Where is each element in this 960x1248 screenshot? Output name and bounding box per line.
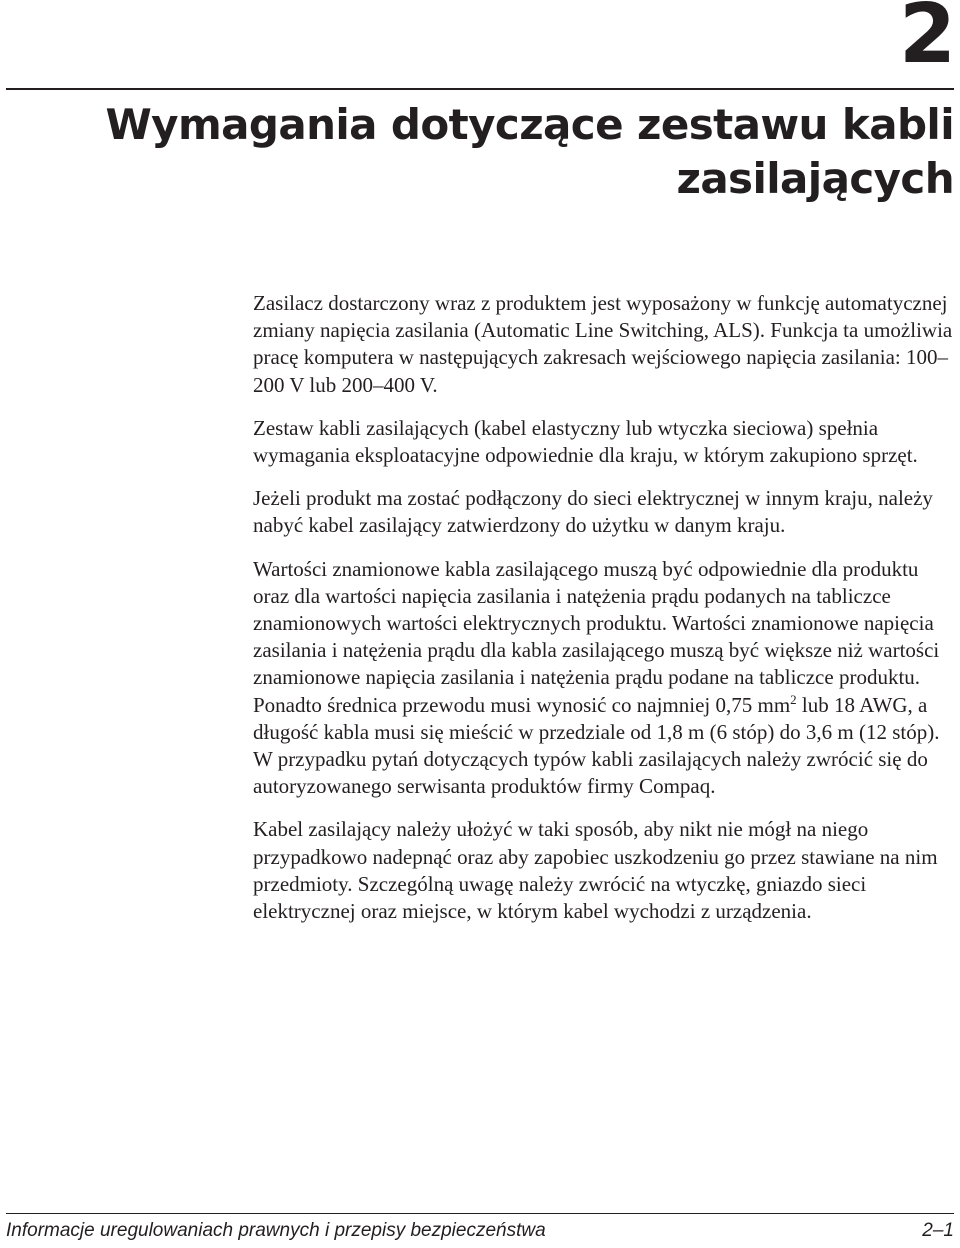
paragraph-cable-set: Zestaw kabli zasilających (kabel elastyczny lub wtyczka sieciowa) spełnia wymagania eksploatacyjne odpowiednie dla kraju, w którym zakupiono sprzęt. xyxy=(253,415,918,468)
paragraph-als: Zasilacz dostarczony wraz z produktem jest wyposażony w funkcję automatycznej zmiany napięcia zasilania (Automatic Line Switching, ALS). Funkcja ta umożliwia pracę komputera w następujących zakresach wejściowego napięcia zasilania: 100–200 V lub 200–400 V. xyxy=(253,291,953,397)
footer-rule xyxy=(6,1213,954,1214)
footer-title: Informacje uregulowaniach prawnych i przepisy bezpieczeństwa xyxy=(6,1220,546,1241)
body-text xyxy=(253,290,953,941)
chapter-title: Wymagania dotyczące zestawu kabli zasilających xyxy=(105,100,954,203)
page-number: 2–1 xyxy=(922,1220,954,1241)
footer xyxy=(6,1219,954,1243)
paragraph-other-country: Jeżeli produkt ma zostać podłączony do sieci elektrycznej w innym kraju, należy nabyć kabel zasilający zatwierdzony do użytku w danym kraju. xyxy=(253,486,933,538)
chapter-number: 2 xyxy=(898,0,954,82)
ratings-text-part2: lub 18 AWG, a długość kabla musi się mieścić w przedziale od 1,8 m (6 stóp) do 3,6 m (12 stóp). W przypadku pytań dotyczących typów kabli zasilających należy zwrócić się do autoryzowanego serwisanta produktów firmy Compaq. xyxy=(253,692,940,799)
paragraph-cable-routing: Kabel zasilający należy ułożyć w taki sposób, aby nikt nie mógł na niego przypadkowo nadepnąć oraz aby zapobiec uszkodzeniu go przez stawiane na nim przedmioty. Szczególną uwagę należy zwrócić na wtyczkę, gniazdo sieci elektrycznej oraz miejsce, w którym kabel wychodzi z urządzenia. xyxy=(253,817,938,924)
ratings-superscript: 2 xyxy=(790,691,797,707)
paragraph-ratings xyxy=(253,556,953,801)
ratings-text-part1: Wartości znamionowe kabla zasilającego muszą być odpowiednie dla produktu oraz dla wartości napięcia zasilania i natężenia prądu podanych na tabliczce znamionowych wartości elektrycznych produktu. Wartości znamionowe napięcia zasilania i natężenia prądu dla kabla zasilającego muszą być większe niż wartości znamionowe napięcia zasilania i natężenia prądu podane na tabliczce produktu. Ponadto średnica przewodu musi wynosić co najmniej 0,75 mm xyxy=(253,556,940,717)
header-rule xyxy=(6,88,954,90)
